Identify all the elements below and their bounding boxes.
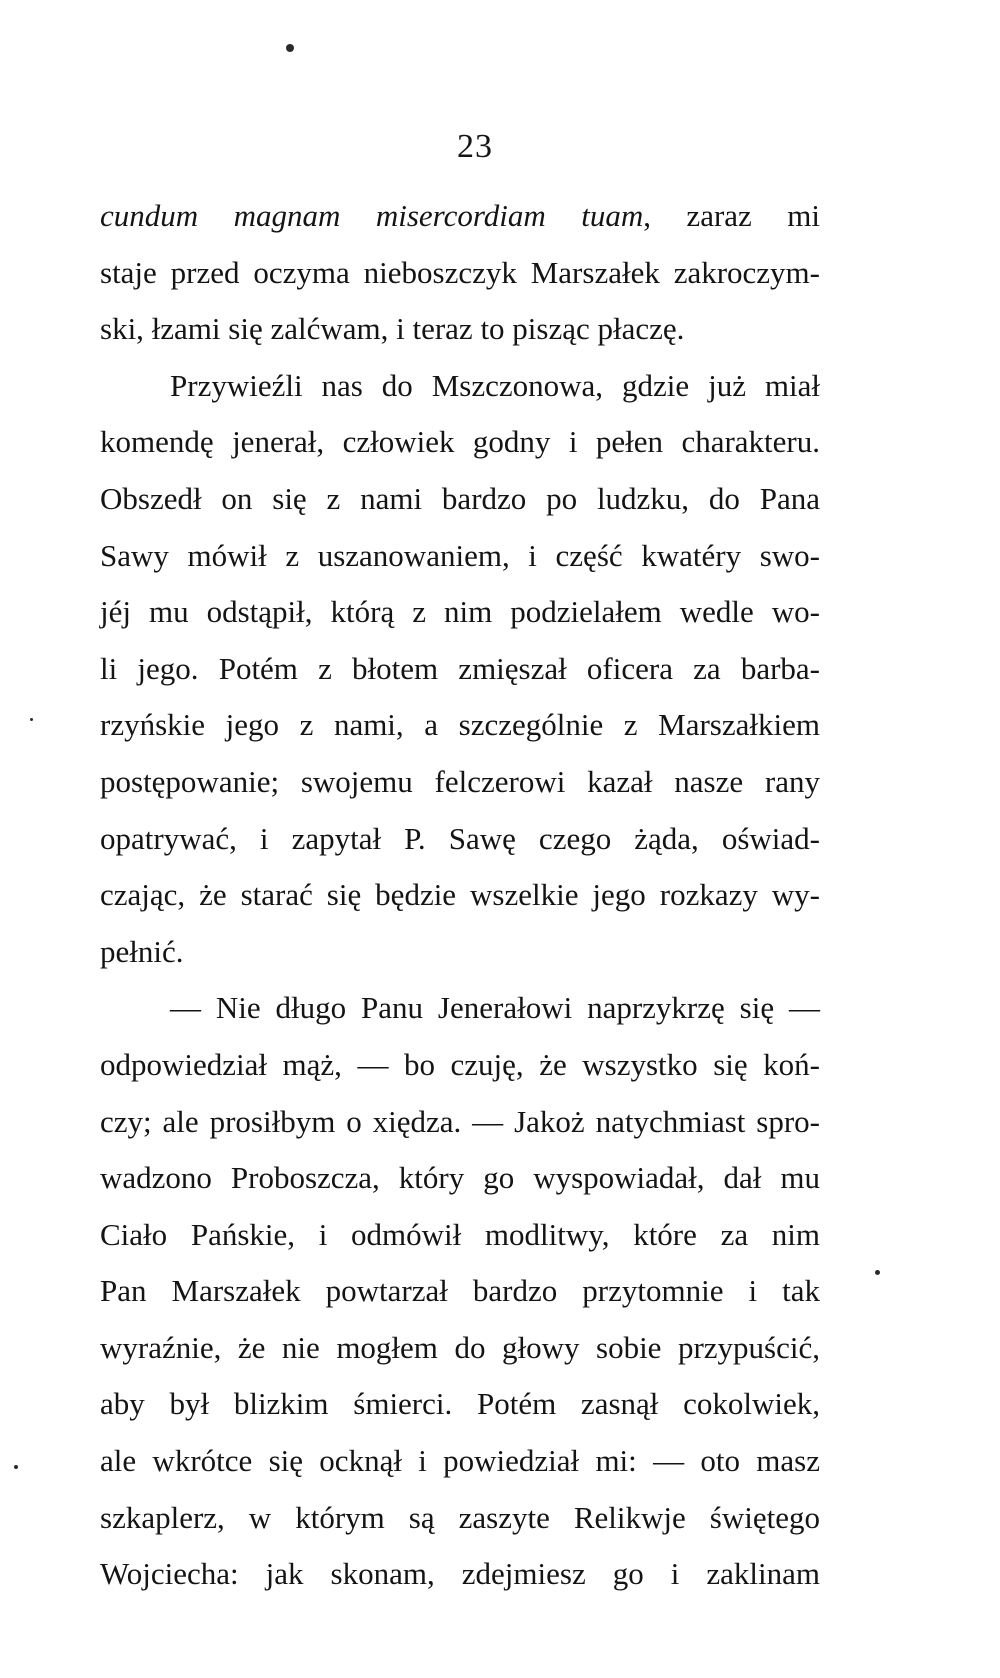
text-line xyxy=(100,1207,820,1264)
line-text: Wojciecha: jak skonam, zdejmiesz go i zaklinam xyxy=(100,1556,820,1592)
line-text: jéj mu odstąpił, którą z nim podzielałem wedle wo- xyxy=(100,594,820,630)
line-text: Sawy mówił z uszanowaniem, i część kwatéry swo- xyxy=(100,537,820,573)
text-line xyxy=(100,1263,820,1320)
line-text: wyraźnie, że nie mogłem do głowy sobie przypuścić, xyxy=(100,1329,820,1365)
text-line xyxy=(100,697,820,754)
line-text: aby był blizkim śmierci. Potém zasnął cokolwiek, xyxy=(100,1386,820,1422)
text-line xyxy=(100,980,820,1037)
line-text: li jego. Potém z błotem zmięszał oficera za barba- xyxy=(100,650,820,686)
line-text: postępowanie; swojemu felczerowi kazał nasze rany xyxy=(100,763,820,799)
text-line xyxy=(100,1150,820,1207)
ink-speck xyxy=(875,1270,880,1275)
text-line xyxy=(100,358,820,415)
text-line xyxy=(100,1094,820,1151)
line-text: ski, łzami się zalćwam, i teraz to pisząc płaczę. xyxy=(100,311,685,347)
text-line xyxy=(100,1490,820,1547)
line-text: , zaraz mi xyxy=(643,198,820,233)
line-text: czając, że starać się będzie wszelkie jego rozkazy wy- xyxy=(100,877,820,913)
line-text: staje przed oczyma nieboszczyk Marszałek zakroczym- xyxy=(100,254,820,290)
text-line xyxy=(100,641,820,698)
line-text: czy; ale prosiłbym o xiędza. — Jakoż natychmiast spro- xyxy=(100,1103,820,1139)
text-line xyxy=(100,188,820,245)
text-line xyxy=(100,1037,820,1094)
text-line xyxy=(100,245,820,302)
line-text: pełnić. xyxy=(100,933,184,969)
text-line xyxy=(100,414,820,471)
text-line xyxy=(100,1433,820,1490)
ink-speck xyxy=(14,1465,18,1469)
line-text: rzyńskie jego z nami, a szczególnie z Marszałkiem xyxy=(100,707,820,743)
ink-speck xyxy=(30,718,33,721)
text-line xyxy=(100,867,820,924)
text-line xyxy=(100,528,820,585)
page-number: 23 xyxy=(457,128,493,165)
text-line xyxy=(100,301,820,358)
ink-speck xyxy=(286,44,294,52)
text-line xyxy=(100,1320,820,1377)
text-line xyxy=(100,584,820,641)
line-text: komendę jenerał, człowiek godny i pełen charakteru. xyxy=(100,424,820,460)
body-text xyxy=(100,188,820,1603)
text-line xyxy=(100,471,820,528)
line-text: Pan Marszałek powtarzał bardzo przytomnie i tak xyxy=(100,1273,820,1309)
text-line xyxy=(100,924,820,981)
line-text: ale wkrótce się ocknął i powiedział mi: — oto masz xyxy=(100,1443,820,1479)
line-text: opatrywać, i zapytał P. Sawę czego żąda, oświad- xyxy=(100,820,820,856)
line-text: odpowiedział mąż, — bo czuję, że wszystko się koń- xyxy=(100,1046,820,1082)
line-text: Ciało Pańskie, i odmówił modlitwy, które za nim xyxy=(100,1216,820,1252)
line-text: Obszedł on się z nami bardzo po ludzku, do Pana xyxy=(100,480,820,516)
italic-latin-phrase: cundum magnam misercordiam tuam xyxy=(100,198,644,233)
line-text: wadzono Proboszcza, który go wyspowiadał, dał mu xyxy=(100,1160,820,1196)
text-line xyxy=(100,1376,820,1433)
text-line xyxy=(100,1546,820,1603)
text-line xyxy=(100,754,820,811)
line-text: szkaplerz, w którym są zaszyte Relikwje świętego xyxy=(100,1499,820,1535)
text-line xyxy=(100,811,820,868)
line-text: Przywieźli nas do Mszczonowa, gdzie już miał xyxy=(170,367,820,403)
line-text: — Nie długo Panu Jenerałowi naprzykrzę się — xyxy=(170,990,820,1026)
